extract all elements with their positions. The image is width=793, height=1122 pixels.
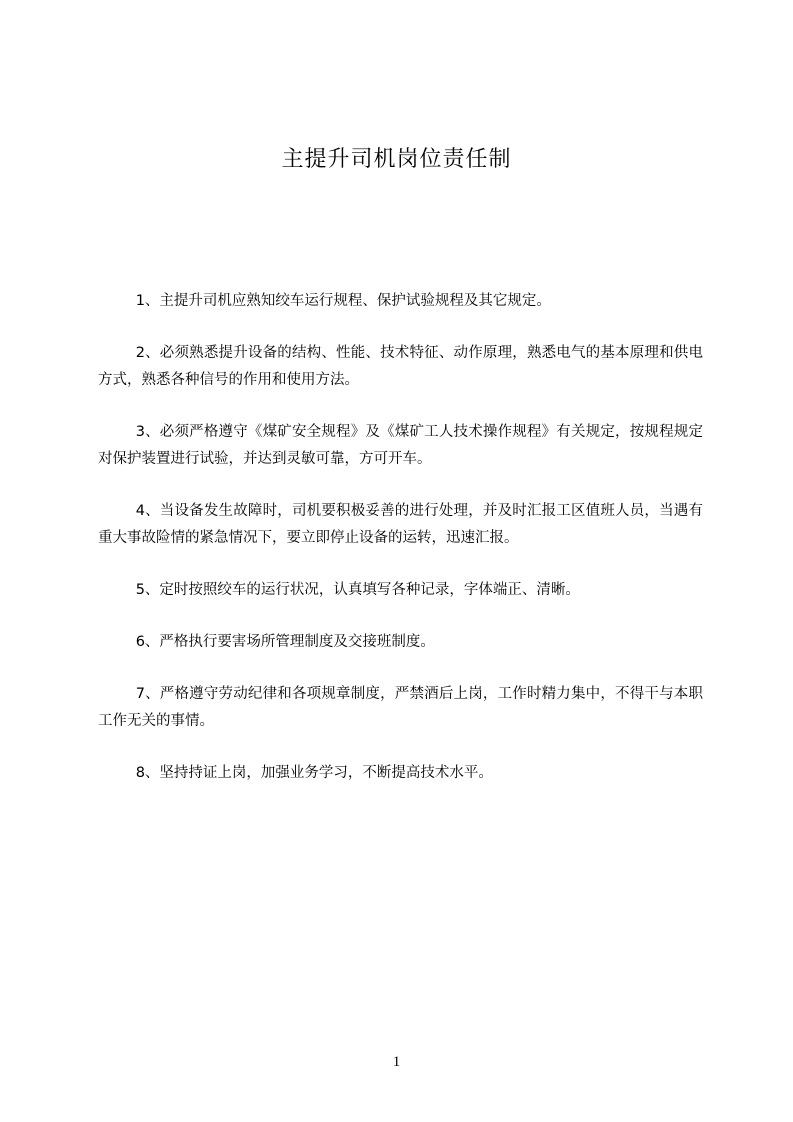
page-number: 1 <box>392 1054 401 1070</box>
paragraph-7: 7、严格遵守劳动纪律和各项规章制度，严禁酒后上岗，工作时精力集中，不得干与本职工作无关的事情。 <box>98 686 703 729</box>
paragraph-1: 1、主提升司机应熟知绞车运行规程、保护试验规程及其它规定。 <box>135 293 551 309</box>
paragraph-3: 3、必须严格遵守《煤矿安全规程》及《煤矿工人技术操作规程》有关规定，按规程规定对保护装置进行试验，并达到灵敏可靠，方可开车。 <box>98 424 703 467</box>
document-body <box>98 288 703 812</box>
document-title: 主提升司机岗位责任制 <box>281 147 512 172</box>
paragraph-4: 4、当设备发生故障时，司机要积极妥善的进行处理，并及时汇报工区值班人员，当遇有重大事故险情的紧急情况下，要立即停止设备的运转，迅速汇报。 <box>98 503 703 546</box>
paragraph-2: 2、必须熟悉提升设备的结构、性能、技术特征、动作原理，熟悉电气的基本原理和供电方式，熟悉各种信号的作用和使用方法。 <box>98 345 703 388</box>
paragraph-5: 5、定时按照绞车的运行状况，认真填写各种记录，字体端正、清晰。 <box>135 582 580 598</box>
paragraph-6: 6、严格执行要害场所管理制度及交接班制度。 <box>135 634 435 650</box>
paragraph-8: 8、坚持持证上岗，加强业务学习，不断提高技术水平。 <box>135 765 493 781</box>
